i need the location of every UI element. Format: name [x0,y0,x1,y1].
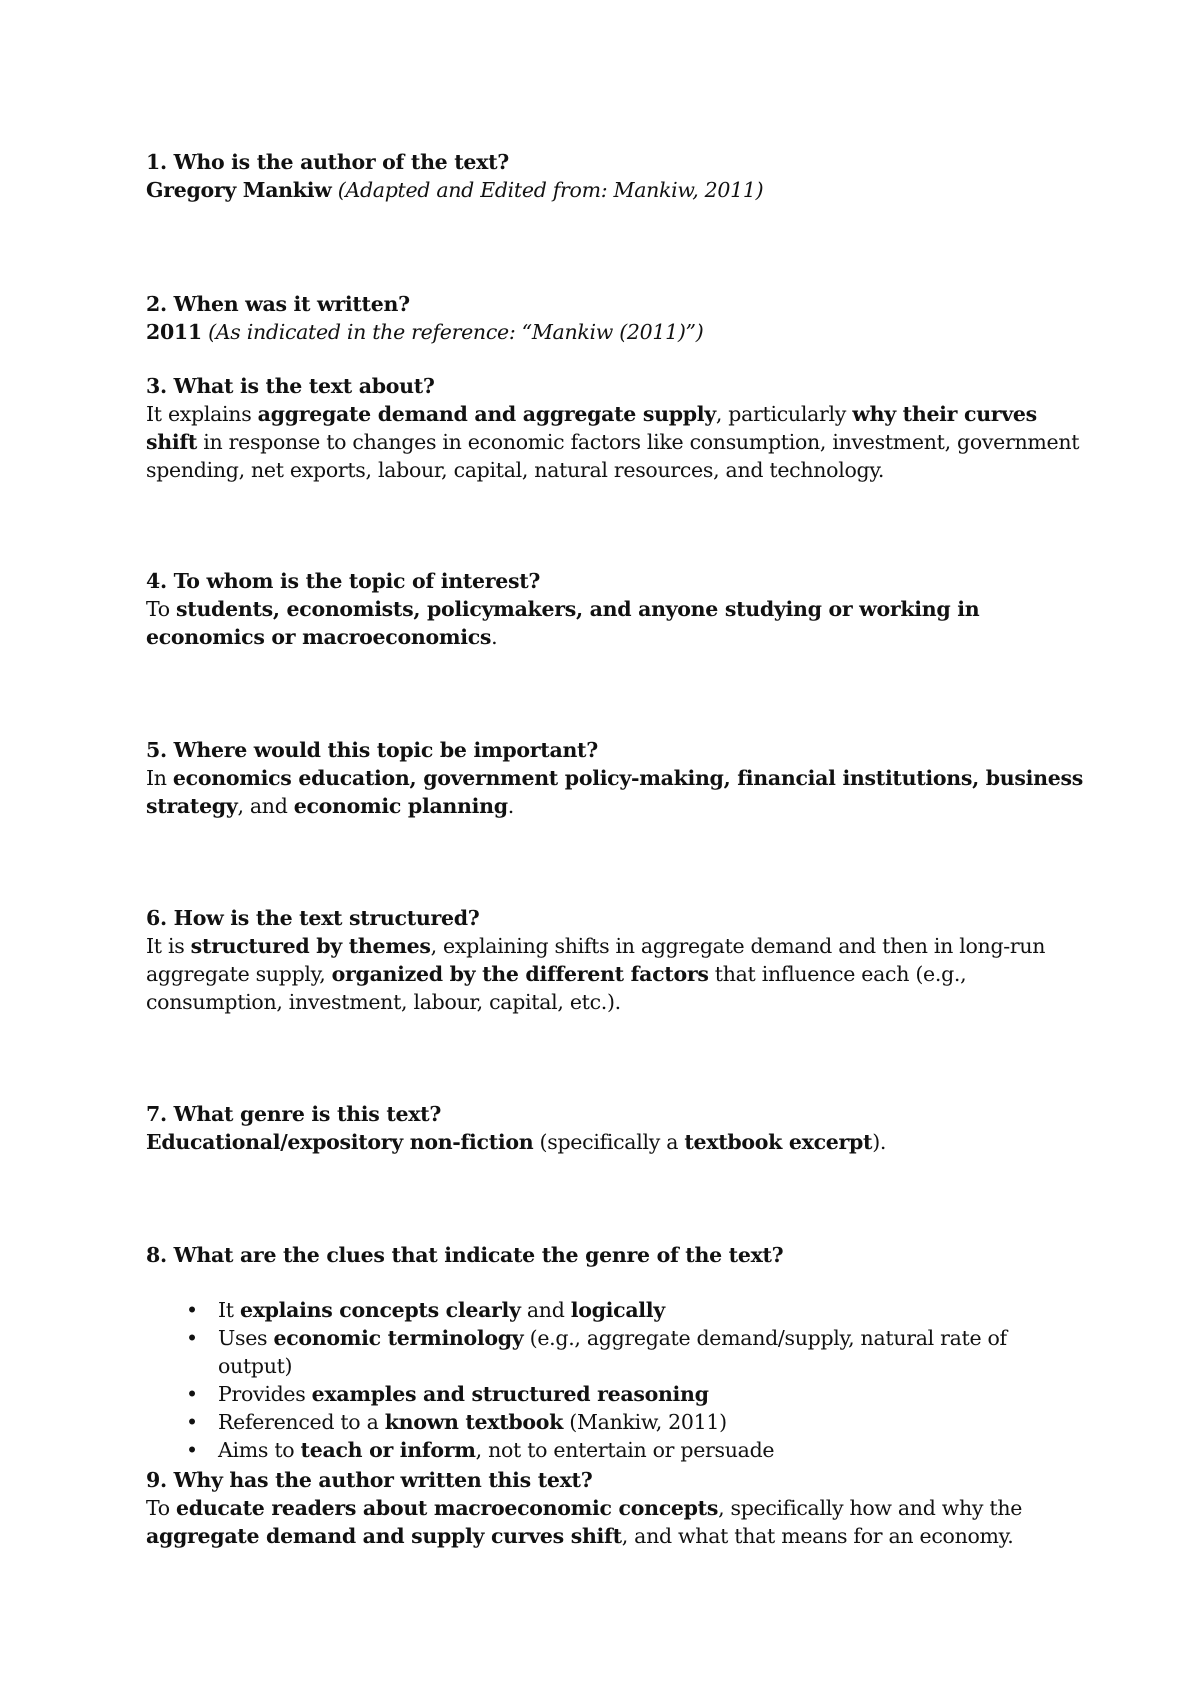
answer-2-italic: (As indicated in the reference: “Mankiw (2011)”) [208,320,704,344]
genre-clues-list [146,1296,1086,1464]
question-6-block [146,904,1086,1016]
question-5-answer [146,764,1086,820]
answer-9-bold-1: educate readers about macroeconomic concepts [176,1496,719,1520]
bullet-bold: economic terminology [273,1326,524,1350]
answer-6-text-1: It is [146,934,191,958]
question-3-block [146,372,1086,484]
question-3-heading: 3. What is the text about? [146,374,435,398]
answer-6-bold-1: structured by themes [190,934,431,958]
answer-7-text-2: ). [872,1130,887,1154]
bullet-text: and [520,1298,571,1322]
answer-4-text-1: To [146,597,177,621]
question-2-answer [146,318,1086,346]
answer-9-text-3: , and what that means for an economy. [621,1524,1014,1548]
answer-1-italic: (Adapted and Edited from: Mankiw, 2011) [337,178,764,202]
list-item [146,1436,1086,1464]
bullet-icon: • [186,1326,198,1350]
bullet-bold: explains concepts clearly [239,1298,521,1322]
question-5-heading: 5. Where would this topic be important? [146,738,598,762]
answer-5-bold-1: economics education, government policy-making, financial institutions, business strategy [146,766,1083,818]
question-2-block [146,290,1086,346]
bullet-text: (e.g., aggregate demand/supply, natural rate of output) [218,1326,1007,1378]
answer-3-text-1: It explains [146,402,258,426]
answer-3-text-2: , particularly [715,402,853,426]
question-1-block [146,148,1086,204]
question-3-answer [146,400,1086,484]
question-1-heading: 1. Who is the author of the text? [146,150,509,174]
question-4-answer [146,595,1086,651]
answer-7-bold-2: textbook excerpt [684,1130,873,1154]
answer-2-bold: 2011 [146,320,202,344]
bullet-text: , not to entertain or persuade [475,1438,775,1462]
bullet-bold: examples and structured reasoning [311,1382,709,1406]
question-6-answer [146,932,1086,1016]
question-8-heading: 8. What are the clues that indicate the genre of the text? [146,1243,784,1267]
answer-5-text-1: In [146,766,173,790]
bullet-icon: • [186,1382,198,1406]
answer-9-bold-2: aggregate demand and supply curves shift [146,1524,622,1548]
answer-6-text-2: , explaining shifts in aggregate demand and then in long-run aggregate supply, [146,934,1046,986]
question-9-answer [146,1494,1086,1550]
question-5-block [146,736,1086,820]
bullet-bold: logically [570,1298,665,1322]
question-2-heading: 2. When was it written? [146,292,410,316]
bullet-text: Aims to [218,1438,301,1462]
bullet-text: (Mankiw, 2011) [563,1410,727,1434]
bullet-icon: • [186,1438,198,1462]
list-item [146,1324,1086,1380]
answer-7-text-1: (specifically a [533,1130,685,1154]
question-6-heading: 6. How is the text structured? [146,906,480,930]
question-8-block [146,1241,1086,1269]
question-7-block [146,1100,1086,1156]
question-4-block [146,567,1086,651]
answer-5-text-3: . [507,794,514,818]
bullet-text: Uses [218,1326,274,1350]
bullet-bold: known textbook [384,1410,564,1434]
bullet-text: Referenced to a [218,1410,385,1434]
answer-6-bold-2: organized by the different factors [331,962,709,986]
answer-5-bold-2: economic planning [293,794,508,818]
answer-3-text-3: in response to changes in economic factors like consumption, investment, government spending, net exports, labour, capital, natural resources, and technology. [146,430,1080,482]
answer-6-text-3: that influence each (e.g., consumption, investment, labour, capital, etc.). [146,962,967,1014]
answer-4-text-2: . [491,625,498,649]
bullet-icon: • [186,1298,198,1322]
answer-5-text-2: , and [237,794,294,818]
list-item [146,1408,1086,1436]
answer-9-text-1: To [146,1496,177,1520]
bullet-text: It [218,1298,240,1322]
question-1-answer [146,176,1086,204]
question-7-answer [146,1128,1086,1156]
question-7-heading: 7. What genre is this text? [146,1102,442,1126]
answer-9-text-2: , specifically how and why the [718,1496,1023,1520]
answer-3-bold-2: why their curves shift [146,402,1037,454]
answer-7-bold-1: Educational/expository non-fiction [146,1130,534,1154]
question-9-heading: 9. Why has the author written this text? [146,1468,593,1492]
list-item [146,1380,1086,1408]
question-4-heading: 4. To whom is the topic of interest? [146,569,541,593]
bullet-icon: • [186,1410,198,1434]
answer-4-bold-1: students, economists, policymakers, and anyone studying or working in economics or macroeconomics [146,597,980,649]
bullet-text: Provides [218,1382,312,1406]
list-item [146,1296,1086,1324]
answer-3-bold-1: aggregate demand and aggregate supply [257,402,716,426]
bullet-bold: teach or inform [300,1438,476,1462]
question-9-block [146,1466,1086,1550]
answer-1-bold: Gregory Mankiw [146,178,332,202]
